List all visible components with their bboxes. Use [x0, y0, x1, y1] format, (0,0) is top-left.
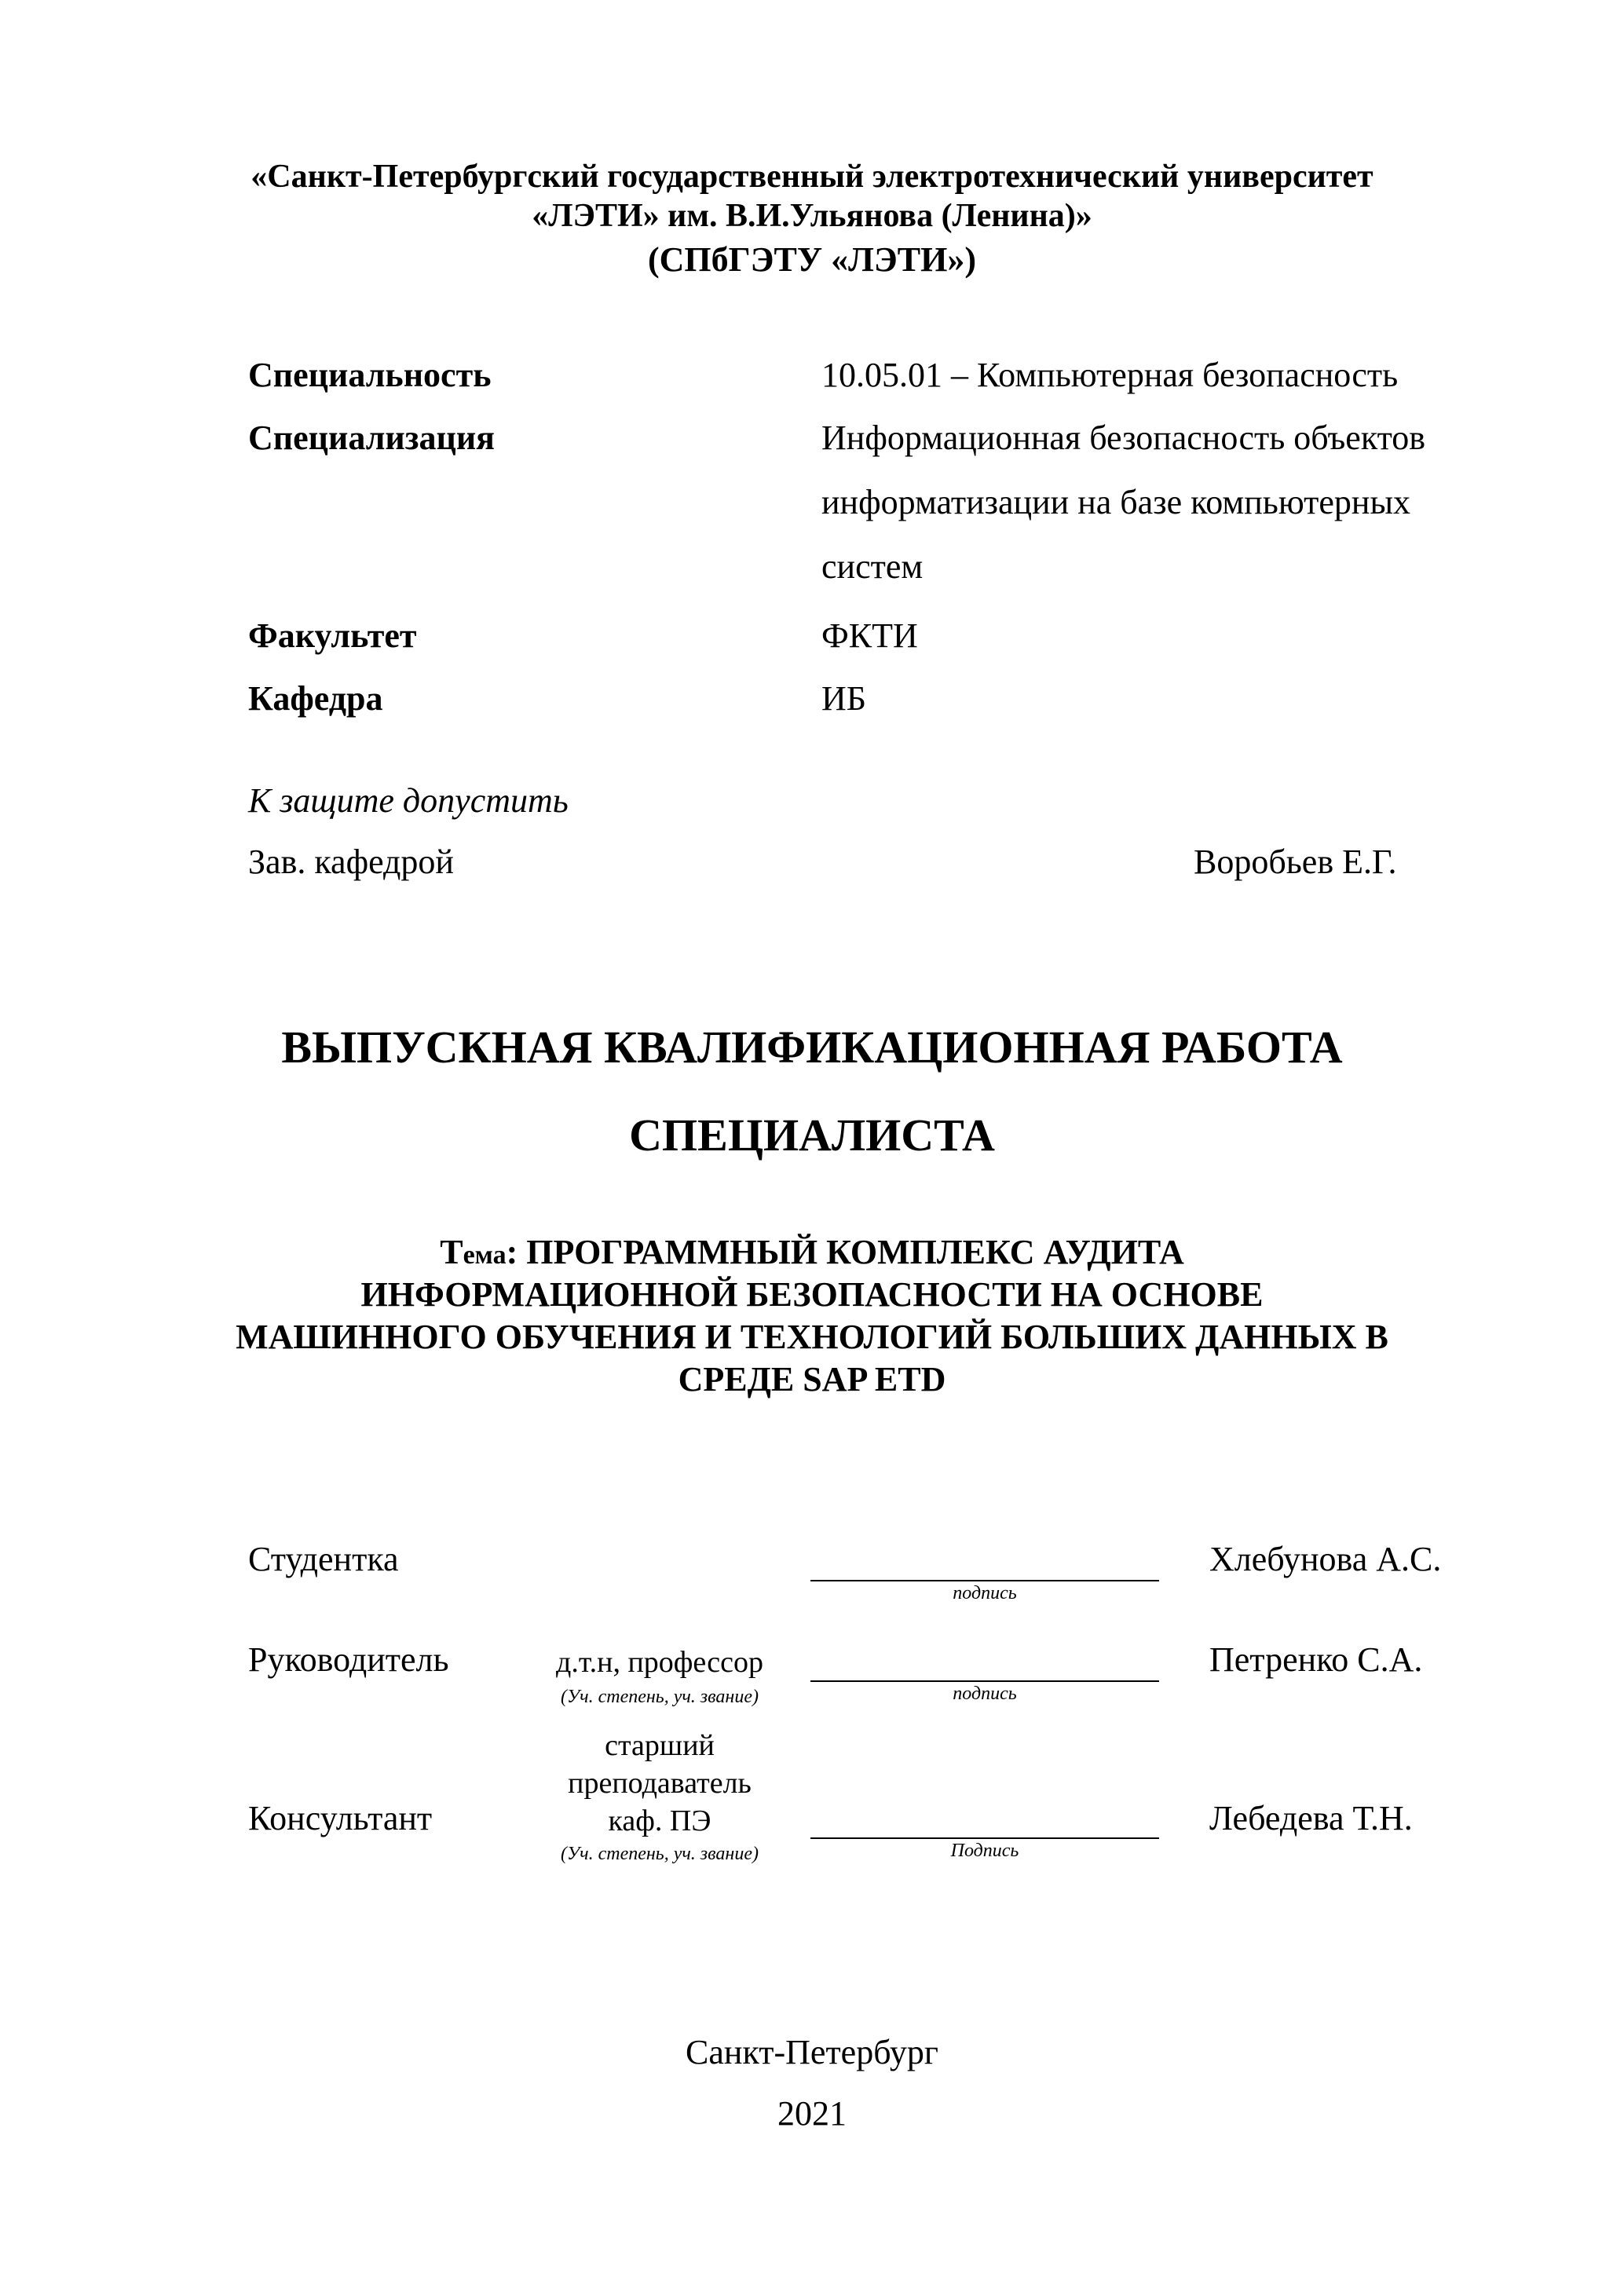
supervisor-degree-hint: (Уч. степень, уч. звание)	[561, 1687, 759, 1707]
student-role: Студентка	[248, 1540, 399, 1578]
topic-prefix-colon: :	[506, 1233, 518, 1271]
university-name-line2: «ЛЭТИ» им. В.И.Ульянова (Ленина)»	[532, 198, 1092, 234]
student-signature-hint: подпись	[953, 1583, 1017, 1603]
year: 2021	[777, 2094, 847, 2133]
topic-prefix-initial: Т	[440, 1233, 463, 1271]
consultant-degree-line3: каф. ПЭ	[608, 1804, 711, 1837]
document-title-line2: СПЕЦИАЛИСТА	[629, 1110, 995, 1161]
university-abbr: (СПбГЭТУ «ЛЭТИ»)	[648, 240, 976, 279]
university-name-line1: «Санкт-Петербургский государственный электротехнический университет	[251, 159, 1373, 195]
department-value: ИБ	[821, 679, 867, 718]
defense-approval: К защите допустить	[248, 781, 569, 820]
topic-prefix-rest: ема	[463, 1241, 507, 1270]
consultant-signature-hint: Подпись	[950, 1841, 1019, 1861]
specialty-value: 10.05.01 – Компьютерная безопасность	[821, 356, 1399, 394]
document-title-line1: ВЫПУСКНАЯ КВАЛИФИКАЦИОННАЯ РАБОТА	[281, 1022, 1343, 1073]
head-of-department-label: Зав. кафедрой	[248, 843, 454, 881]
consultant-degree-line2: преподаватель	[568, 1767, 752, 1800]
consultant-degree-hint: (Уч. степень, уч. звание)	[561, 1844, 759, 1864]
faculty-label: Факультет	[248, 616, 417, 655]
supervisor-role: Руководитель	[248, 1640, 449, 1679]
department-label: Кафедра	[248, 679, 383, 718]
consultant-signature-line	[810, 1837, 1159, 1839]
student-signature-line	[810, 1580, 1159, 1581]
specialization-value: Информационная безопасность объектов информатизации на базе компьютерных систем	[821, 419, 1426, 586]
topic-line3: МАШИННОГО ОБУЧЕНИЯ И ТЕХНОЛОГИЙ БОЛЬШИХ ДАННЫХ В	[236, 1318, 1388, 1356]
topic-text-line1: ПРОГРАММНЫЙ КОМПЛЕКС АУДИТА	[526, 1233, 1184, 1271]
specialization-label: Специализация	[248, 419, 495, 457]
topic-line4: СРЕДЕ SAP ETD	[678, 1360, 946, 1398]
supervisor-signature-line	[810, 1680, 1159, 1682]
supervisor-signature-hint: подпись	[953, 1684, 1017, 1704]
topic-line2: ИНФОРМАЦИОННОЙ БЕЗОПАСНОСТИ НА ОСНОВЕ	[360, 1275, 1264, 1314]
city: Санкт-Петербург	[686, 2033, 938, 2071]
student-name: Хлебунова А.С.	[1209, 1540, 1442, 1578]
consultant-name: Лебедева Т.Н.	[1209, 1799, 1413, 1837]
supervisor-degree: д.т.н, профессор	[556, 1646, 763, 1679]
consultant-role: Консультант	[248, 1799, 433, 1837]
specialty-label: Специальность	[248, 356, 492, 394]
supervisor-name: Петренко С.А.	[1209, 1640, 1423, 1679]
topic-line1	[0, 1231, 1624, 1277]
head-of-department-name: Воробьев Е.Г.	[1194, 843, 1397, 881]
consultant-degree-line1: старший	[605, 1729, 715, 1762]
faculty-value: ФКТИ	[821, 616, 918, 655]
